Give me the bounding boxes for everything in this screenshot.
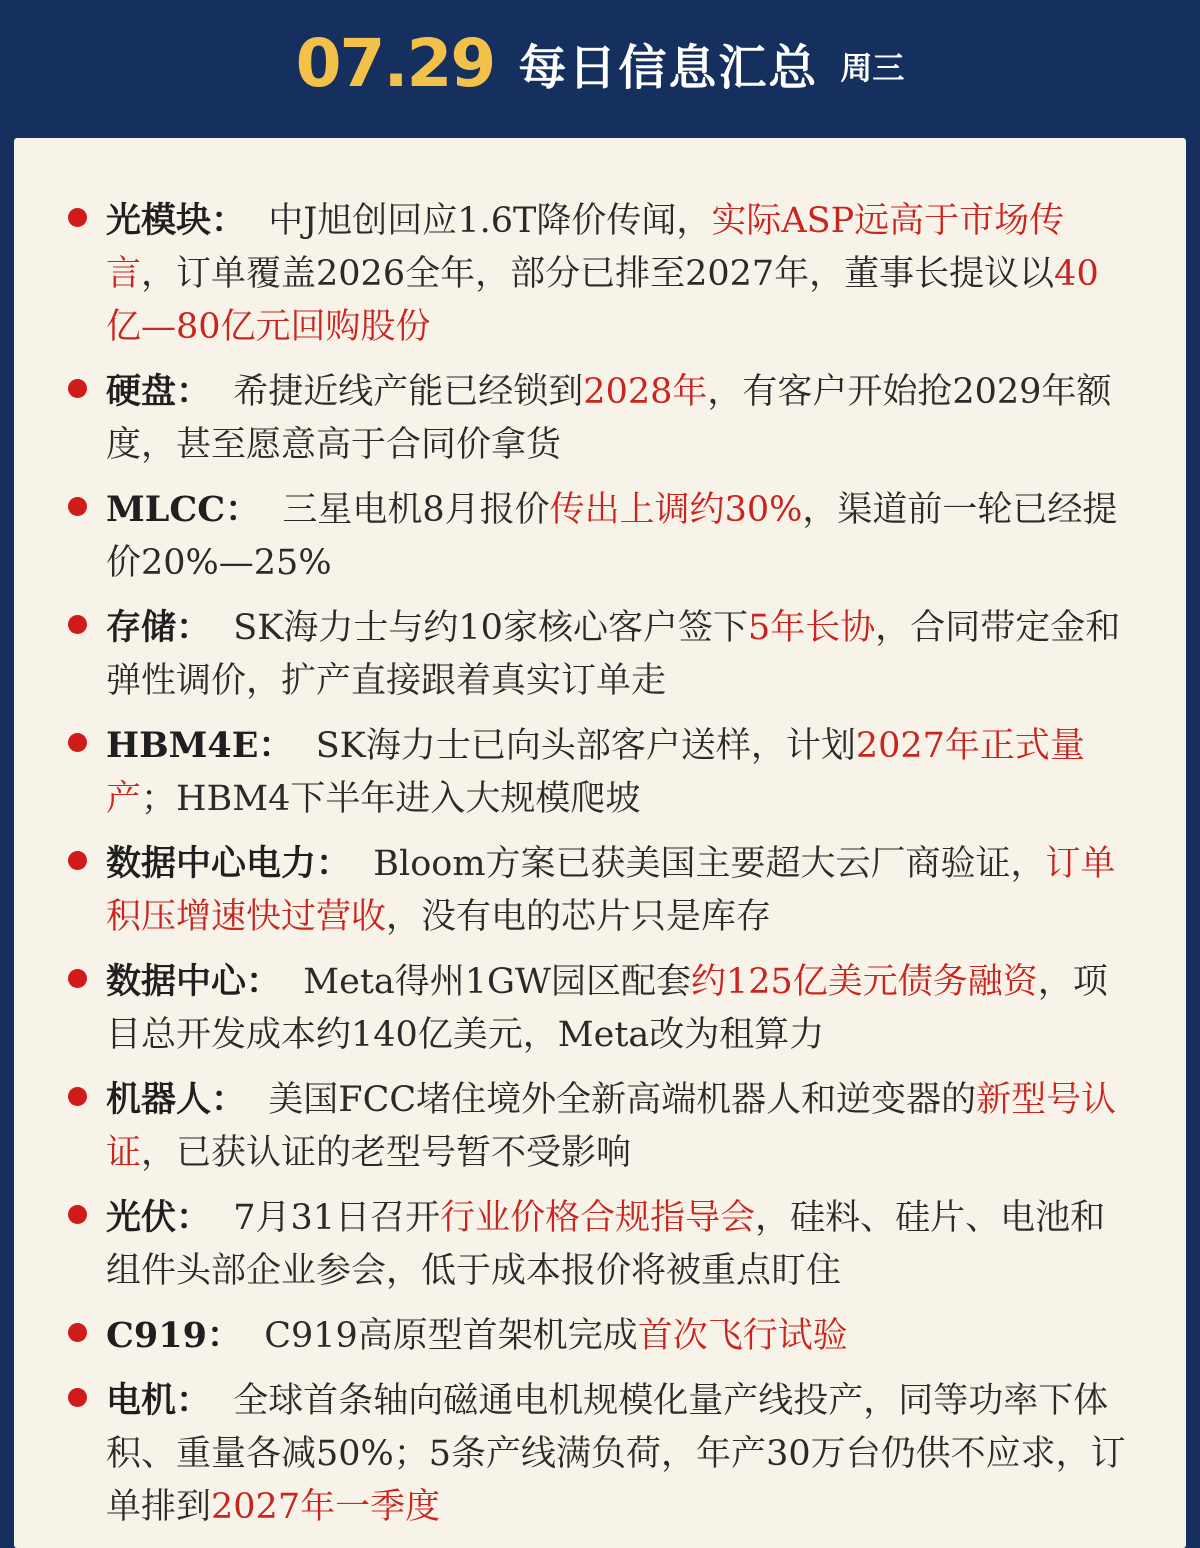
bullet-dot-icon [68,1323,87,1342]
bullet-dot-icon [68,208,87,227]
news-item-text: C919高原型首架机完成 [264,1316,638,1356]
news-item-text: ，已获认证的老型号暂不受影响 [141,1133,632,1173]
bullet-dot-icon [68,1388,87,1407]
news-item-text: ，合同带定金和弹性调价，扩产直接跟着真实订单走 [106,608,1121,701]
news-item-highlight: 2028年 [583,372,708,412]
news-item-text: ，渠道前一轮已经提价20%—25% [106,490,1118,583]
news-item [74,1073,1128,1180]
bullet-dot-icon [68,497,87,516]
news-item-highlight: 5年长协 [747,608,876,648]
news-item-text: 全球首条轴向磁通电机规模化量产线投产，同等功率下体积、重量各减50%；5条产线满负荷，年产30万台仍供不应求，订单排到 [106,1381,1126,1527]
news-item [74,719,1128,826]
news-item-label: MLCC： [106,489,261,530]
bullet-dot-icon [68,379,87,398]
bullet-dot-icon [68,615,87,634]
news-item-text: 中J旭创回应1.6T降价传闻， [268,201,712,241]
news-item-label: 电机： [106,1380,212,1421]
news-item-text: ，订单覆盖2026全年，部分已排至2027年，董事长提议以 [141,254,1055,294]
news-item-text: 7月31日召开 [233,1198,441,1238]
news-item [74,1374,1128,1534]
news-item [74,955,1128,1062]
bullet-dot-icon [68,851,87,870]
news-item-highlight: 首次飞行试验 [637,1316,848,1356]
news-item [74,601,1128,708]
date-heading: 07.29 [295,25,495,102]
news-item-highlight: 实际ASP远高于市场传言 [106,201,1065,294]
news-item-highlight: 40亿—80亿元回购股份 [106,254,1099,347]
news-item [74,837,1128,944]
weekday-label: 周三 [840,48,905,87]
news-item-label: 光伏： [106,1197,212,1238]
news-item-label: C919： [106,1315,242,1356]
news-item-text: ，硅料、硅片、电池和组件头部企业参会，低于成本报价将被重点盯住 [106,1198,1106,1291]
bullet-dot-icon [68,1205,87,1224]
bullet-dot-icon [68,1087,87,1106]
news-item-text: ；HBM4下半年进入大规模爬坡 [141,779,641,819]
news-item-text: SK海力士与约10家核心客户签下 [233,608,748,648]
news-item-label: 存储： [106,607,212,648]
news-item [74,194,1128,354]
news-item-highlight: 约125亿美元债务融资 [690,962,1038,1002]
news-item-text: 三星电机8月报价 [282,490,550,530]
news-item-text: ，项目总开发成本约140亿美元，Meta改为租算力 [106,962,1108,1055]
news-item-text: Meta得州1GW园区配套 [303,962,691,1002]
bullet-dot-icon [68,733,87,752]
news-item-label: 硬盘： [106,371,212,412]
bullet-dot-icon [68,969,87,988]
news-item-label: 机器人： [106,1079,247,1120]
news-item [74,1309,1128,1363]
news-item [74,483,1128,590]
news-item-highlight: 2027年一季度 [211,1487,441,1527]
header [0,0,1200,135]
news-item-text: ，没有电的芯片只是库存 [386,897,772,937]
news-list [74,194,1128,1534]
news-item-text: Bloom方案已获美国主要超大云厂商验证， [373,844,1046,884]
news-item-label: 数据中心电力： [106,843,352,884]
news-item-highlight: 新型号认证 [106,1080,1117,1173]
news-item-highlight: 2027年正式量产 [106,726,1085,819]
news-item-highlight: 传出上调约30% [549,490,803,530]
news-item-label: HBM4E： [106,725,294,766]
news-item [74,1191,1128,1298]
news-item-text: SK海力士已向头部客户送样，计划 [315,726,856,766]
news-item [74,365,1128,472]
news-item-text: 美国FCC堵住境外全新高端机器人和逆变器的 [268,1080,977,1120]
news-item-highlight: 订单积压增速快过营收 [106,844,1116,937]
news-item-label: 光模块： [106,200,247,241]
news-card [14,138,1186,1548]
news-item-text: ，有客户开始抢2029年额度，甚至愿意高于合同价拿货 [106,372,1112,465]
news-item-text: 希捷近线产能已经锁到 [233,372,584,412]
news-item-label: 数据中心： [106,961,282,1002]
page-title: 每日信息汇总 [518,40,819,96]
news-item-highlight: 行业价格合规指导会 [440,1198,756,1238]
